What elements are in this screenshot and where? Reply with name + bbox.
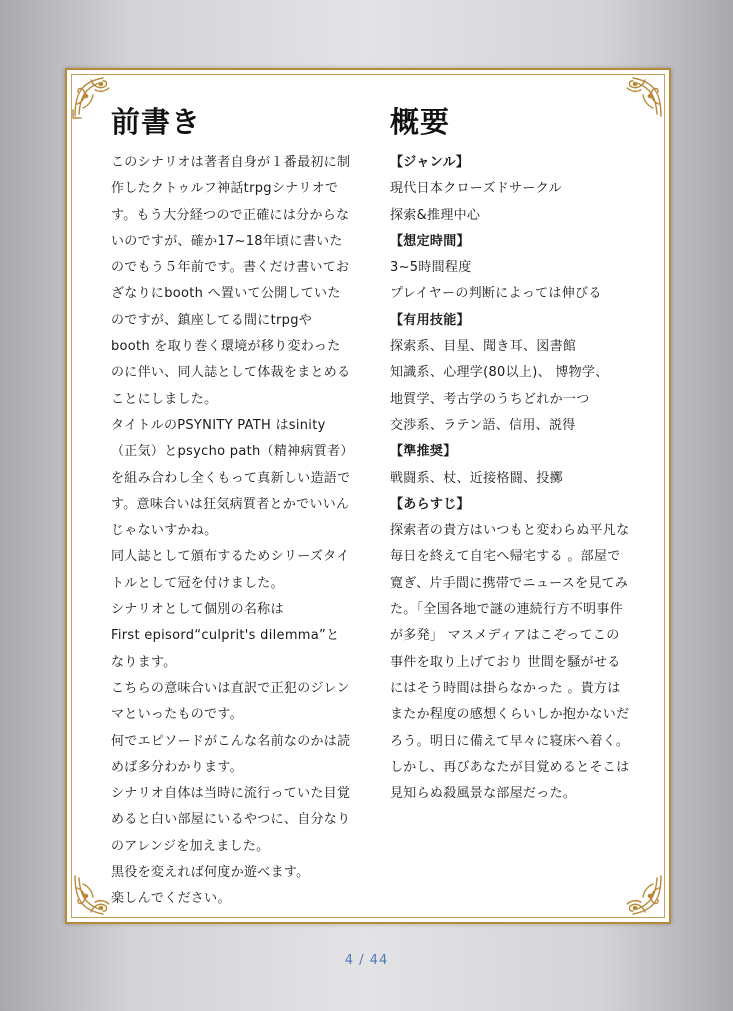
foreword-heading: 前書き — [111, 105, 202, 139]
overview-section-title: 【有用技能】 — [390, 312, 470, 328]
overview-line: 探索&推理中心 — [390, 207, 481, 223]
overview-line: 知識系、心理学(80以上)、 博物学、 — [390, 365, 609, 381]
overview-line: 探索者の貴方はいつもと変わらぬ平凡な毎日を終えて自宅へ帰宅する 。部屋で寛ぎ、片手間に携帯でニュースを見てみた。「全国各地で謎の連続行方不明事件が多発」 マスメディアはこぞってこの事件を取り上げており 世間を騒がせるにはそう時間は掛らなかった 。貴方はまたか程度の感想くらいしか抱かないだろう。明日に備えて早々に寝床へ着く。 しかし、再びあなたが目覚めるとそこは見知らぬ殺風景な部屋だった。 — [390, 523, 630, 802]
overview-line: 地質学、考古学のうちどれか一つ — [390, 391, 590, 407]
foreword-paragraph: シナリオとして個別の名称は — [111, 602, 284, 618]
overview-body — [390, 150, 630, 807]
overview-heading: 概要 — [390, 105, 451, 139]
foreword-paragraph: シナリオ自体は当時に流行っていた目覚めると白い部屋にいるやつに、自分なりのアレンジを加えました。 — [111, 786, 351, 854]
ornament-corner-icon — [619, 872, 665, 918]
overview-line: 現代日本クローズドサークル — [390, 181, 562, 197]
overview-line: 交渉系、ラテン語、信用、説得 — [390, 417, 576, 433]
overview-section-title: 【あらすじ】 — [390, 496, 470, 512]
foreword-paragraph: 同人誌として頒布するためシリーズタイトルとして冠を付けました。 — [111, 549, 350, 591]
document-page — [65, 68, 671, 924]
foreword-column — [111, 104, 351, 913]
foreword-paragraph: こちらの意味合いは直訳で正犯のジレンマといったものです。 — [111, 680, 350, 723]
overview-line: 3~5時間程度 — [390, 260, 472, 276]
overview-column — [390, 104, 630, 807]
overview-line: 戦闘系、杖、近接格闘、投擲 — [390, 470, 563, 486]
overview-line: 探索系、目星、聞き耳、図書館 — [390, 339, 577, 355]
overview-section-title: 【ジャンル】 — [390, 155, 470, 170]
foreword-paragraph: 何でエピソードがこんな名前なのかは読めば多分わかります。 — [111, 733, 351, 775]
overview-section-title: 【想定時間】 — [390, 233, 470, 249]
foreword-paragraph: タイトルのPSYNITY PATH はsinity（正気）とpsycho path（精神病質者）を組み合わし全くもって真新しい造語です。意味合いは狂気病質者とかでいいんじゃないすかね。 — [111, 417, 351, 539]
foreword-paragraph: First episord“culprit's dilemma”となります。 — [111, 628, 340, 670]
foreword-paragraph: 黒役を変えれば何度か遊べます。 — [111, 865, 310, 881]
foreword-paragraph: 楽しんでください。 — [111, 891, 231, 907]
overview-section-title: 【準推奨】 — [390, 444, 457, 460]
foreword-paragraph: このシナリオは著者自身が１番最初に制作したクトゥルフ神話trpgシナリオです。もう大分経つので正確には分からないのですが、確か17~18年頃に書いたのでもう５年前です。書くだけ書いておざなりにbooth へ置いて公開していたのですが、鎮座してる間にtrpgやbooth を取り巻く環境が移り変わったのに伴い、同人誌として体裁をまとめることにしました。 — [111, 155, 351, 407]
page-indicator: 4 / 44 — [344, 953, 389, 968]
overview-line: プレイヤーの判断によっては伸びる — [390, 286, 602, 302]
